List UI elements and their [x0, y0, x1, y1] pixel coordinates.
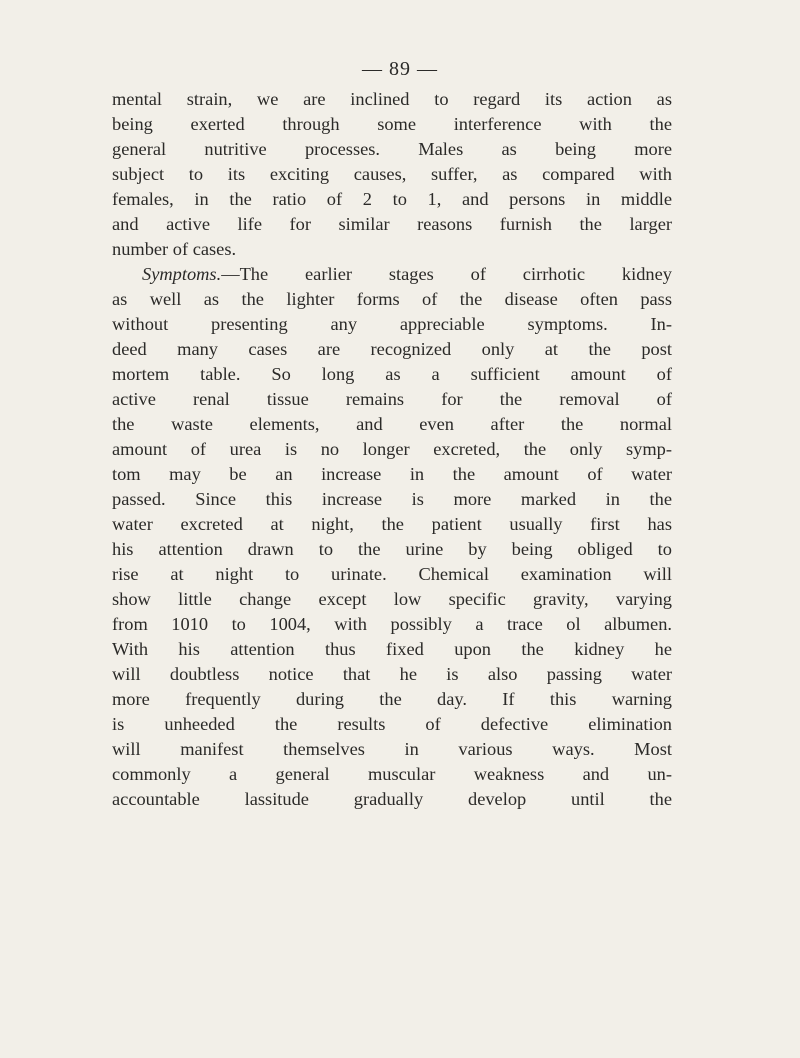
text-line: general nutritive processes. Males as being more — [112, 139, 672, 159]
text-line: without presenting any appreciable symptoms. In- — [112, 314, 672, 334]
text-line: as well as the lighter forms of the disease often pass — [112, 289, 672, 309]
text-line: amount of urea is no longer excreted, the only symp- — [112, 439, 672, 459]
paragraph — [112, 262, 672, 812]
text-line: will manifest themselves in various ways. Most — [112, 739, 672, 759]
text-line — [112, 262, 672, 287]
text-line: mortem table. So long as a sufficient amount of — [112, 364, 672, 384]
text-line: females, in the ratio of 2 to 1, and persons in middle — [112, 189, 672, 209]
text-line: passed. Since this increase is more marked in the — [112, 489, 672, 509]
text-line: will doubtless notice that he is also passing water — [112, 664, 672, 684]
text-line: the waste elements, and even after the normal — [112, 414, 672, 434]
paragraph — [112, 87, 672, 262]
text-line: number of cases. — [112, 239, 237, 259]
heading-line-text: —The earlier stages of cirrhotic kidney — [221, 264, 672, 284]
text-line: With his attention thus fixed upon the kidney he — [112, 639, 672, 659]
text-line: mental strain, we are inclined to regard its action as — [112, 89, 672, 109]
text-line: and active life for similar reasons furnish the larger — [112, 214, 672, 234]
text-line: rise at night to urinate. Chemical examination will — [112, 564, 672, 584]
text-line: show little change except low specific gravity, varying — [112, 589, 672, 609]
text-line: active renal tissue remains for the removal of — [112, 389, 672, 409]
text-line: tom may be an increase in the amount of water — [112, 464, 672, 484]
text-line: being exerted through some interference with the — [112, 114, 672, 134]
text-line: is unheeded the results of defective elimination — [112, 714, 672, 734]
text-line: from 1010 to 1004, with possibly a trace ol albumen. — [112, 614, 672, 634]
text-line: water excreted at night, the patient usually first has — [112, 514, 672, 534]
text-line: subject to its exciting causes, suffer, as compared with — [112, 164, 672, 184]
text-line: his attention drawn to the urine by being obliged to — [112, 539, 672, 559]
text-line: deed many cases are recognized only at the post — [112, 339, 672, 359]
text-line: accountable lassitude gradually develop until the — [112, 789, 672, 809]
section-heading: Symptoms. — [142, 264, 222, 284]
text-line: commonly a general muscular weakness and un- — [112, 764, 672, 784]
body-text — [112, 87, 672, 812]
text-line: more frequently during the day. If this warning — [112, 689, 672, 709]
page-number: — 89 — — [362, 58, 438, 80]
